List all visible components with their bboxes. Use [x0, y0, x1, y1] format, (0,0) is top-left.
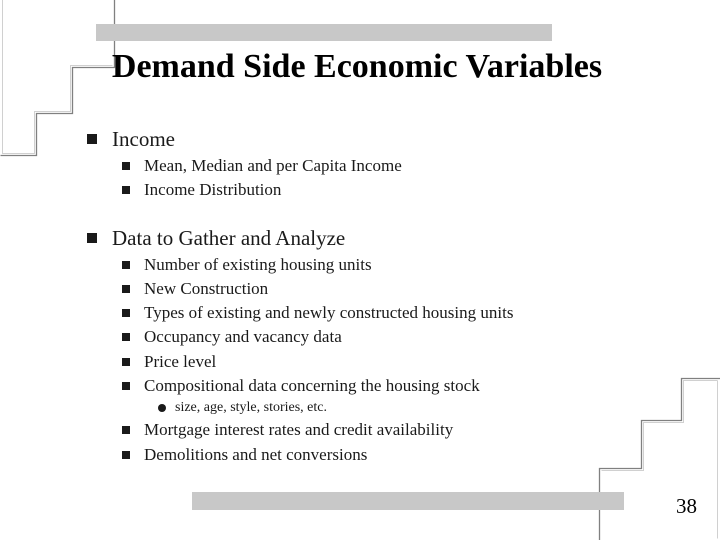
- bottom-accent-bar: [192, 492, 624, 510]
- sub-sub-bullet-text: size, age, style, stories, etc.: [175, 400, 328, 416]
- square-bullet-icon: [122, 382, 130, 390]
- sub-bullet: [86, 418, 686, 442]
- sub-bullet: [86, 301, 686, 325]
- square-bullet-icon: [122, 333, 130, 341]
- square-bullet-icon: [122, 285, 130, 293]
- sub-bullet: [86, 178, 686, 202]
- square-bullet-icon: [122, 358, 130, 366]
- bullet-text: Income: [112, 127, 175, 151]
- sub-bullet-text: Mortgage interest rates and credit availability: [144, 420, 454, 440]
- sub-bullet: [86, 277, 686, 301]
- square-bullet-icon: [122, 162, 130, 170]
- round-bullet-icon: [158, 404, 166, 412]
- square-bullet-icon: [122, 261, 130, 269]
- sub-sub-bullet: [86, 398, 686, 418]
- sub-bullet: [86, 374, 686, 398]
- square-bullet-icon: [87, 233, 97, 243]
- square-bullet-icon: [122, 309, 130, 317]
- sub-bullet-text: Types of existing and newly constructed housing units: [144, 303, 514, 323]
- sub-bullet-text: Mean, Median and per Capita Income: [144, 156, 402, 175]
- sub-bullet-text: New Construction: [144, 278, 269, 298]
- bullet-income: [86, 124, 686, 154]
- slide-title: Demand Side Economic Variables: [111, 48, 603, 85]
- square-bullet-icon: [122, 451, 130, 459]
- sub-bullet-text: Number of existing housing units: [144, 254, 372, 274]
- square-bullet-icon: [87, 134, 97, 144]
- sub-bullet: [86, 325, 686, 349]
- spacer: [86, 203, 686, 223]
- slide-content: [86, 124, 686, 467]
- top-accent-bar: [96, 24, 552, 41]
- page-number: 38: [676, 494, 697, 518]
- sub-bullet: [86, 443, 686, 467]
- sub-bullet-text: Income Distribution: [144, 180, 282, 200]
- sub-bullet: [86, 154, 686, 178]
- sub-bullet: [86, 253, 686, 277]
- square-bullet-icon: [122, 426, 130, 434]
- bullet-data-to-gather: [86, 223, 686, 253]
- square-bullet-icon: [122, 186, 130, 194]
- sub-bullet: [86, 350, 686, 374]
- bullet-text: Data to Gather and Analyze: [112, 225, 346, 250]
- sub-bullet-text: Demolitions and net conversions: [144, 444, 368, 464]
- sub-bullet-text: Compositional data concerning the housing stock: [144, 376, 480, 396]
- sub-bullet-text: Price level: [144, 351, 217, 371]
- sub-bullet-text: Occupancy and vacancy data: [144, 327, 342, 347]
